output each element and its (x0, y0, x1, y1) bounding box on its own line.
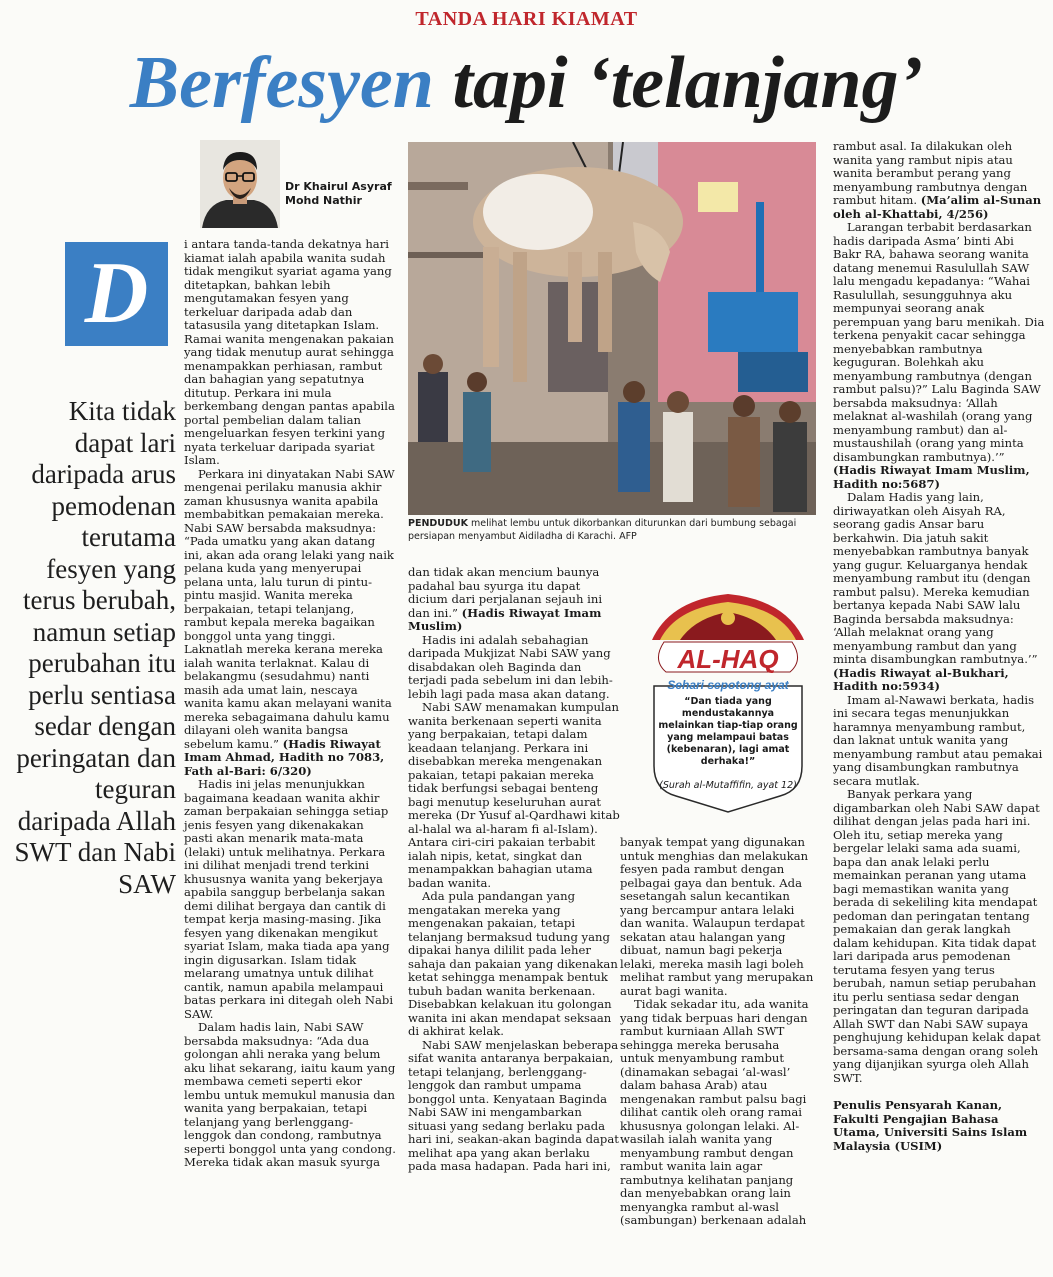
author-photo (200, 140, 280, 228)
pull-quote: Kita tidak dapat lari daripada arus pemodenan terutama fesyen yang terus berubah, namun setiap perubahan itu perlu sentiasa sedar dengan peringatan dan teguran daripada Allah SWT dan Nabi SAW (14, 396, 176, 899)
paragraph: Larangan terbabit berdasarkan hadis daripada Asma’ binti Abi Bakr RA, bahawa seorang wanita datang menemui Rasulullah SAW lalu mengadu kepadanya: “Wahai Rasulullah, sesungguhnya aku mempunyai seorang anak perempuan yang baru menikah. Dia terkena penyakit cacar sehingga menyebabkan rambutnya keguguran. Bolehkah aku menyambung rambutnya (dengan rambut palsu)?” Lalu Baginda SAW bersabda maksudnya: ‘Allah melaknat al-washilah (orang yang menyambung rambut) dan al-mustaushilah (orang yang minta disambungkan rambutnya).’” (Hadis Riwayat Imam Muslim, Hadith no:5687) (833, 220, 1045, 491)
column-1 (184, 238, 396, 1170)
al-haq-quote: “Dan tiada yang mendustakannya melainkan tiap-tiap orang yang melampaui batas (kebenaran), lagi amat derhaka!” (658, 696, 798, 767)
paragraph: dan tidak akan mencium baunya padahal bau syurga itu dapat dicium dari perjalanan sejauh ini dan ini.” (Hadis Riwayat Imam Muslim) (408, 565, 603, 633)
paragraph: Ada pula pandangan yang mengatakan mereka yang mengenakan pakaian, tetapi telanjang bermaksud tudung yang dipakai hanya dililit pada leher sahaja dan pakaian yang dikenakan ketat sehingga menampak bentuk tubuh badan wanita berkenaan. Disebabkan kelakuan itu golongan wanita ini akan mendapat seksaan di akhirat kelak. (408, 889, 618, 1038)
column-4 (833, 140, 1045, 1153)
paragraph: Nabi SAW menjelaskan beberapa sifat wanita antaranya berpakaian, tetapi telanjang, berlenggang-lenggok dan rambut umpama bonggol unta. Kenyataan Baginda Nabi SAW ini mengambarkan situasi yang sedang berlaku pada hari ini, seakan-akan baginda dapat melihat apa yang akan berlaku pada masa hadapan. Pada hari ini, (408, 1037, 619, 1173)
paragraph: Hadis ini adalah sebahagian daripada Mukjizat Nabi SAW yang disabdakan oleh Baginda dan terjadi pada sebelum ini dan lebih-lebih lagi pada masa akan datang. (408, 632, 613, 701)
author-name (285, 180, 400, 208)
hadith-reference: (Hadis Riwayat Imam Ahmad, Hadith no 7083, Fath al-Bari: 6/320) (184, 736, 385, 778)
al-haq-source: (Surah al-Mutaffifin, ayat 12) (659, 780, 797, 791)
news-photo-cow (408, 142, 816, 515)
paragraph: banyak tempat yang digunakan untuk menghias dan melakukan fesyen pada rambut dengan pelbagai gaya dan bentuk. Ada sesetangah salun kecantikan yang bercampur antara lelaki dan wanita. Walaupun terdapat sekatan atau halangan yang dibuat, namun bagi pekerja lelaki, mereka masih lagi boleh melihat rambut yang merupakan aurat bagi wanita. (620, 835, 814, 998)
headline-part2: tapi ‘telanjang’ (452, 42, 924, 124)
headline-part1: Berfesyen (129, 42, 434, 124)
caption-lead: PENDUDUK (408, 518, 468, 529)
hadith-reference: (Hadis Riwayat al-Bukhari, Hadith no:5934) (833, 665, 1009, 693)
paragraph: Banyak perkara yang digambarkan oleh Nabi SAW dapat dilihat dengan jelas pada hari ini. Oleh itu, setiap mereka yang bergelar lelaki sama ada suami, bapa dan anak lelaki perlu memainkan peranan yang utama bagi memastikan wanita yang berada di sekeliling kita mendapat pedoman dan peringatan tentang pemakaian dan gerak langkah dalam kehidupan. Kita tidak dapat lari daripada arus pemodenan terutama fesyen yang terus berubah, namun setiap perubahan itu perlu sentiasa sedar dengan peringatan dan teguran daripada Allah SWT dan Nabi SAW supaya penghujung kehidupan kelak dapat bersama-sama dengan orang soleh yang dijanjikan syurga oleh Allah SWT. (833, 787, 1041, 1085)
paragraph: Tidak sekadar itu, ada wanita yang tidak berpuas hari dengan rambut kurniaan Allah SWT sehingga mereka berusaha untuk menyambung rambut (dinamakan sebagai ‘al-wasl’ dalam bahasa Arab) atau mengenakan rambut palsu bagi dilihat cantik oleh orang ramai khususnya golongan lelaki. Al-wasilah ialah wanita yang menyambung rambut dengan rambut wanita lain agar rambutnya kelihatan panjang dan menyebabkan orang lain menyangka rambut al-wasl (sambungan) berkenaan adalah (620, 997, 809, 1227)
author-note: Penulis Pensyarah Kanan, Fakulti Pengajian Bahasa Utama, Universiti Sains Islam Malaysia (USIM) (833, 1098, 1028, 1153)
kicker: TANDA HARI KIAMAT (415, 8, 638, 30)
hadith-reference: (Hadis Riwayat Imam Muslim, Hadith no:5687) (833, 463, 1030, 491)
hadith-reference: (Ma’alim al-Sunan oleh al-Khattabi, 4/256) (833, 193, 1042, 221)
paragraph: Nabi SAW menamakan kumpulan wanita berkenaan seperti wanita yang berpakaian, tetapi dalam keadaan telanjang. Perkara ini disebabkan mereka mengenakan pakaian, tetapi pakaian mereka tidak berfungsi sebagai benteng bagi menutup keseluruhan aurat mereka (Dr Yusuf al-Qardhawi kitab al-halal wa al-haram fi al-Islam). Antara ciri-ciri pakaian terbabit ialah nipis, ketat, singkat dan menampakkan bahagian utama badan wanita. (408, 700, 620, 890)
drop-cap: D (65, 242, 168, 346)
column-3 (620, 836, 816, 1228)
photo-caption (408, 518, 816, 543)
paragraph: Dalam hadis lain, Nabi SAW bersabda maksudnya: “Ada dua golongan ahli neraka yang belum aku lihat sekarang, iaitu kaum yang membawa cemeti seperti ekor lembu untuk memukul manusia dan wanita yang berpakaian, tetapi telanjang yang berlenggang-lenggok dan condong, rambutnya seperti bonggol unta yang condong. Mereka tidak akan masuk syurga (184, 1020, 396, 1169)
paragraph: i antara tanda-tanda dekatnya hari kiamat ialah apabila wanita sudah tidak mengikut syariat agama yang ditetapkan, bahkan lebih mengutamakan fesyen yang terkeluar daripada adab dan tatasusila yang ditetapkan Islam. Ramai wanita mengenakan pakaian yang tidak menutup aurat sehingga menampakkan perhiasan, rambut dan bahagian yang sepatutnya ditutup. Perkara ini mula berkembang dengan pantas apabila portal pembelian dalam talian mengeluarkan fesyen terkini yang nyata terkeluar daripada syariat Islam. (184, 237, 395, 467)
paragraph: rambut asal. Ia dilakukan oleh wanita yang rambut nipis atau wanita berambut perang yang menyambung rambutnya dengan rambut hitam. (Ma’alim al-Sunan oleh al-Khattabi, 4/256) (833, 139, 1042, 221)
al-haq-subtitle: Sehari sepotong ayat (667, 678, 789, 692)
hadith-reference: (Hadis Riwayat Imam Muslim) (408, 605, 602, 633)
author-name-line2: Mohd Nathir (285, 194, 362, 207)
paragraph: Hadis ini jelas menunjukkan bagaimana keadaan wanita akhir zaman berpakaian sehingga setiap jenis fesyen yang dikenakakan pasti akan menarik mata-mata (lelaki) untuk melihatnya. Perkara ini dilihat menjadi trend terkini khususnya wanita yang bekerjaya apabila sanggup berbelanja sakan demi dilihat bergaya dan cantik di tempat kerja masing-masing. Jika fesyen yang dikenakan mengikut syariat Islam, maka tiada apa yang ingin digusarkan. Islam tidak melarang umatnya untuk dilihat cantik, namun apabila melampaui batas perkara ini ditegah oleh Nabi SAW. (184, 777, 394, 1021)
column-2 (408, 566, 620, 1174)
paragraph: Dalam Hadis yang lain, diriwayatkan oleh Aisyah RA, seorang gadis Ansar baru berkahwin. Dia jatuh sakit menyebabkan rambutnya banyak yang gugur. Keluarganya hendak menyambung rambut itu (dengan rambut palsu). Mereka kemudian bertanya kepada Nabi SAW lalu Baginda bersabda maksudnya: ‘Allah melaknat orang yang menyambung rambut dan yang minta disambungkan rambutnya.’” (Hadis Riwayat al-Bukhari, Hadith no:5934) (833, 490, 1038, 693)
author-name-line1: Dr Khairul Asyraf (285, 180, 392, 193)
paragraph: Imam al-Nawawi berkata, hadis ini secara tegas menunjukkan haramnya menyambung rambut, dan laknat untuk wanita yang menyambung rambut atau pemakai yang disambungkan rambutnya secara mutlak. (833, 692, 1043, 788)
headline (0, 38, 1053, 128)
caption-text: melihat lembu untuk dikorbankan diturunkan dari bumbung sebagai persiapan menyambut Aidiladha di Karachi. AFP (408, 518, 797, 542)
al-haq-title: AL-HAQ (677, 644, 779, 674)
paragraph: Perkara ini dinyatakan Nabi SAW mengenai perilaku manusia akhir zaman khususnya wanita apabila membabitkan pemakaian mereka. Nabi SAW bersabda maksudnya: “Pada umatku yang akan datang ini, akan ada orang lelaki yang naik pelana kuda yang menyerupai pelana unta, lalu turun di pintu-pintu masjid. Wanita mereka berpakaian, tetapi telanjang, rambut kepala mereka bagaikan bonggol unta yang tinggi. Laknatlah mereka kerana mereka ialah wanita terlaknat. Kalau di belakangmu (sesudahmu) nanti masih ada umat lain, nescaya wanita kamu akan melayani wanita mereka sebagaimana dahulu kamu dilayani oleh wanita bangsa sebelum kamu.” (Hadis Riwayat Imam Ahmad, Hadith no 7083, Fath al-Bari: 6/320) (184, 466, 395, 778)
